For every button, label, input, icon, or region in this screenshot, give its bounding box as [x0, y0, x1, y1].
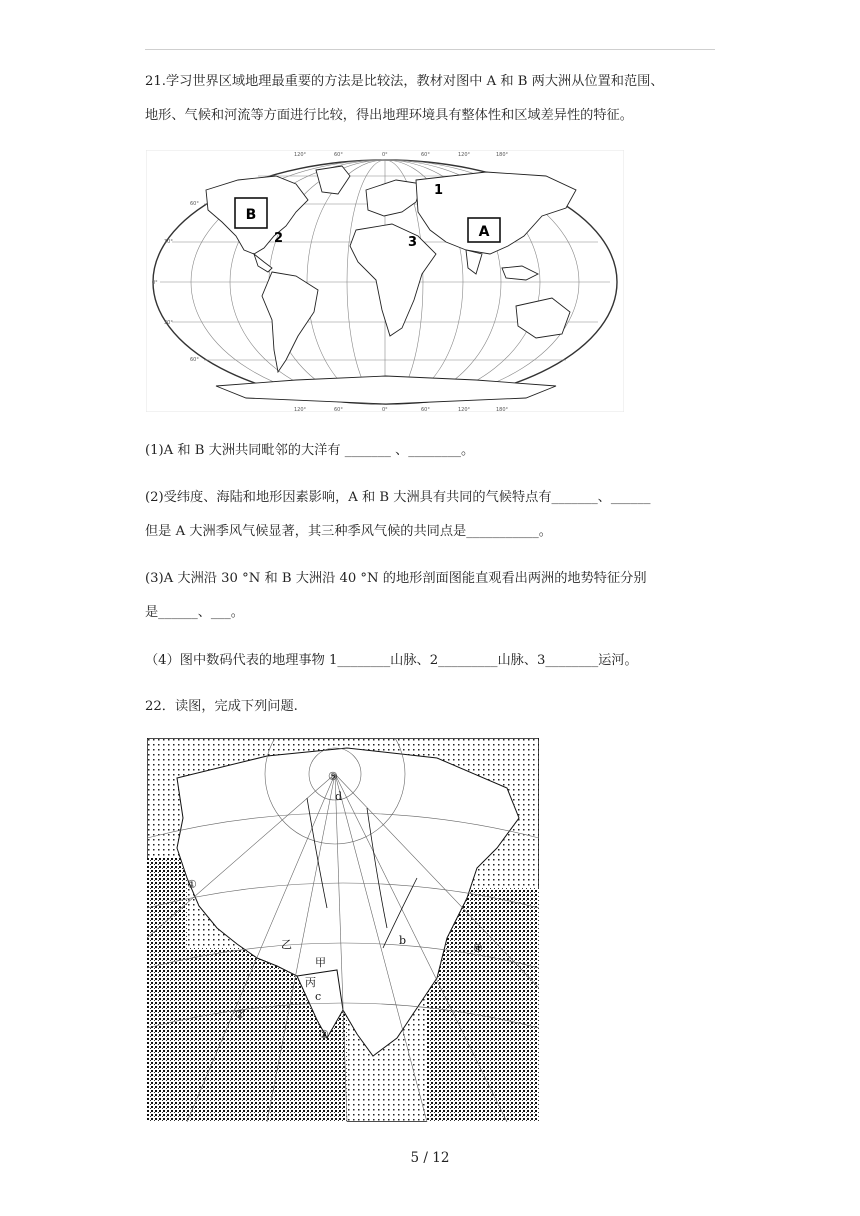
page-number: 5 / 12 [410, 1150, 450, 1166]
map-number-1: 1 [434, 183, 444, 198]
box-a-label: A [478, 224, 490, 240]
lon-bottom-label: 60° [334, 407, 343, 412]
lon-bottom-label: 0° [382, 407, 388, 412]
map-number-2: 2 [274, 231, 284, 246]
header-rule [145, 49, 715, 50]
label-circle-3: ③ [319, 1028, 329, 1041]
label-circle-4: ④ [473, 942, 483, 955]
label-circle-1: ① [187, 878, 197, 891]
asia-map-figure [147, 738, 539, 1122]
q21-sub3-line2: 是______、___。 [145, 605, 244, 620]
label-yi: 乙 [281, 938, 292, 951]
lat-label: 30° [164, 239, 173, 245]
q21-intro-line2: 地形、气候和河流等方面进行比较，得出地理环境具有整体性和区域差异性的特征。 [145, 108, 633, 123]
q21-intro-line1: 21.学习世界区域地理最重要的方法是比较法，教材对图中 A 和 B 两大洲从位置和范围、 [145, 74, 664, 89]
lon-top-label: 60° [421, 152, 430, 158]
q21-sub2-line1: (2)受纬度、海陆和地形因素影响，A 和 B 大洲具有共同的气候特点有_______、______ [145, 490, 651, 505]
label-jia: 甲 [315, 956, 326, 969]
lon-top-label: 120° [458, 152, 471, 158]
q21-sub1: (1)A 和 B 大洲共同毗邻的大洋有 _______ 、________。 [145, 443, 475, 458]
q21-sub2-line2: 但是 A 大洲季风气候显著，其三种季风气候的共同点是___________。 [145, 524, 552, 539]
lon-bottom-label: 120° [458, 407, 471, 412]
q21-sub3-line1: (3)A 大洲沿 30 °N 和 B 大洲沿 40 °N 的地形剖面图能直观看出两洲的地势特征分别 [145, 571, 647, 586]
lat-label: 30° [164, 320, 173, 326]
lon-top-label: 60° [334, 152, 343, 158]
lon-bottom-label: 180° [496, 407, 509, 412]
label-circle-2: ② [235, 1008, 245, 1021]
world-map-figure [146, 150, 624, 412]
lat-label: 60° [190, 357, 199, 363]
label-c: c [315, 990, 322, 1003]
lat-label: 0° [152, 280, 158, 286]
map-number-3: 3 [408, 235, 418, 250]
lon-top-label: 0° [382, 152, 388, 158]
lon-top-label: 180° [496, 152, 509, 158]
lat-label: 60° [190, 201, 199, 207]
label-d: d [335, 790, 343, 803]
label-circle-5: ⑤ [328, 770, 338, 783]
q22-intro: 22．读图，完成下列问题. [145, 699, 298, 714]
q21-sub4: （4）图中数码代表的地理事物 1________山脉、2_________山脉、3________运河。 [145, 653, 638, 668]
box-b-label: B [245, 207, 257, 223]
lon-bottom-label: 120° [294, 407, 307, 412]
lon-top-label: 120° [294, 152, 307, 158]
label-bing: 丙 [305, 976, 316, 989]
lon-bottom-label: 60° [421, 407, 430, 412]
label-b: b [399, 934, 407, 947]
